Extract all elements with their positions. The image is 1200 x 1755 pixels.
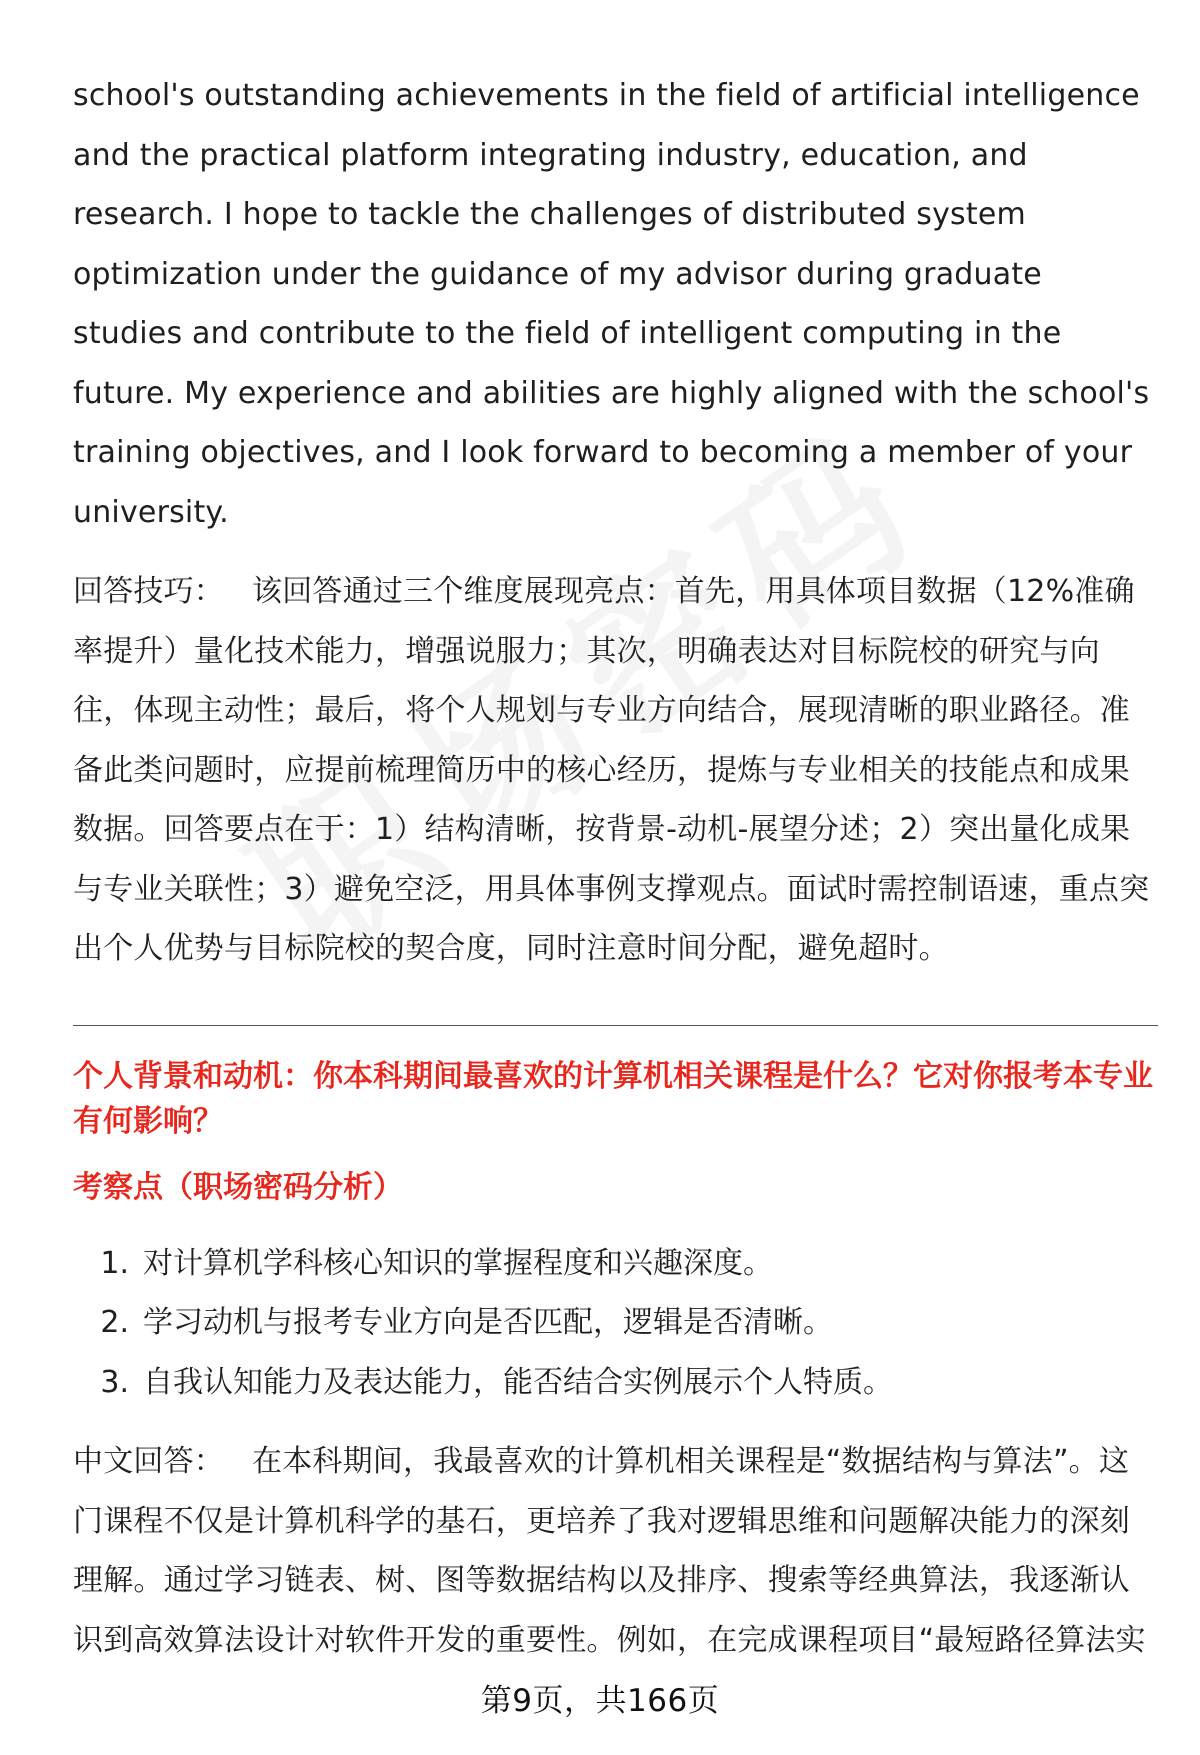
answer-text: 在本科期间，我最喜欢的计算机相关课程是“数据结构与算法”。这门课程不仅是计算机科学的基石，更培养了我对逻辑思维和问题解决能力的深刻理解。通过学习链表、树、图等数据结构以及排序、搜索等经典算法，我逐渐认识到高效算法设计对软件开发的重要性。例如，在完成课程项目“最短路径算法实: [73, 1444, 1146, 1658]
list-text: 自我认知能力及表达能力，能否结合实例展示个人特质。: [143, 1364, 893, 1400]
list-text: 对计算机学科核心知识的掌握程度和兴趣深度。: [143, 1245, 773, 1281]
tips-label: 回答技巧：: [73, 574, 224, 609]
section-divider: [73, 1025, 1158, 1026]
list-number: 3.: [100, 1364, 129, 1400]
tips-paragraph: [73, 562, 1158, 979]
answer-paragraph: [73, 1432, 1158, 1670]
exam-points-heading: 考察点（职场密码分析）: [73, 1169, 403, 1205]
list-item: [73, 1293, 1158, 1353]
document-page: [73, 66, 1158, 1670]
list-number: 1.: [100, 1245, 129, 1281]
tips-text: 该回答通过三个维度展现亮点：首先，用具体项目数据（12%准确率提升）量化技术能力，增强说服力；其次，明确表达对目标院校的研究与向往，体现主动性；最后，将个人规划与专业方向结合，展现清晰的职业路径。准备此类问题时，应提前梳理简历中的核心经历，提炼与专业相关的技能点和成果数据。回答要点在于：1）结构清晰，按背景-动机-展望分述；2）突出量化成果与专业关联性；3）避免空泛，用具体事例支撑观点。面试时需控制语速，重点突出个人优势与目标院校的契合度，同时注意时间分配，避免超时。: [73, 574, 1150, 966]
list-text: 学习动机与报考专业方向是否匹配，逻辑是否清晰。: [143, 1305, 833, 1340]
page-number-footer: 第9页，共166页: [480, 1683, 720, 1719]
list-item: [73, 1234, 1158, 1294]
intro-paragraph: school's outstanding achievements in the field of artificial intelligence and the practical platform integrating industry, education, and research. I hope to tackle the challenges of distributed system optimization under the guidance of my advisor during graduate studies and contribute to the field of intelligent computing in the future. My experience and abilities are highly aligned with the school's training objectives, and I look forward to becoming a member of your university.: [73, 78, 1150, 530]
exam-points-list: [73, 1234, 1158, 1413]
list-item: [73, 1353, 1158, 1413]
answer-label: 中文回答：: [73, 1444, 224, 1479]
question-heading: 个人背景和动机：你本科期间最喜欢的计算机相关课程是什么？它对你报考本专业有何影响？: [73, 1058, 1153, 1139]
list-number: 2.: [100, 1305, 129, 1340]
